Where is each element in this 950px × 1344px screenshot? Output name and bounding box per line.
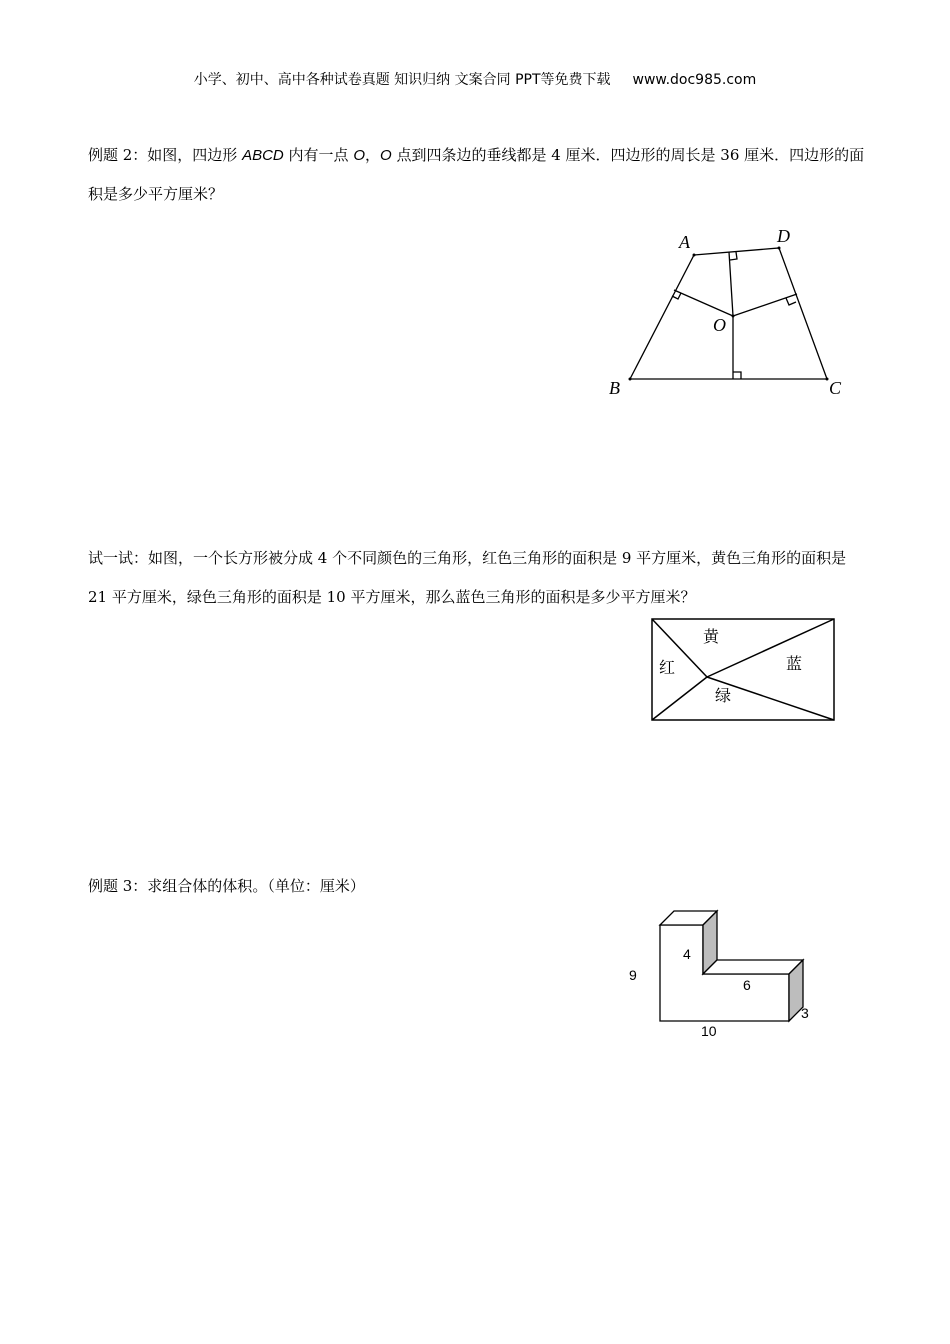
- example-3-text: 例题 3：求组合体的体积。（单位：厘米）: [88, 877, 365, 895]
- perp-ad: [729, 252, 733, 316]
- label-b: B: [609, 378, 620, 398]
- example-2-text: 例题 2：如图，四边形 ABCD 内有一点 O，O 点到四条边的垂线都是 4 厘米．四边形的周长是 36 厘米．四边形的面积是多少平方厘米？: [88, 146, 865, 203]
- label-d: D: [777, 226, 790, 246]
- diagonal-bl: [652, 677, 707, 720]
- header-site[interactable]: www.doc985.com: [632, 72, 757, 88]
- dim-3: 3: [801, 1005, 809, 1021]
- composite-solid: [660, 911, 803, 1021]
- diagonal-tr: [707, 619, 834, 677]
- try-it-text: 试一试：如图，一个长方形被分成 4 个不同颜色的三角形，红色三角形的面积是 9 平方厘米，黄色三角形的面积是 21 平方厘米，绿色三角形的面积是 10 平方厘米，那么蓝色三角形的面积是多少平方厘米？: [88, 549, 847, 606]
- label-blue: 蓝: [786, 654, 803, 673]
- label-o: O: [713, 315, 726, 335]
- dim-6: 6: [743, 977, 751, 993]
- label-red: 红: [659, 658, 676, 677]
- label-c: C: [829, 378, 842, 398]
- label-yellow: 黄: [703, 627, 720, 646]
- perp-ab: [674, 290, 733, 316]
- perp-dc: [733, 294, 797, 316]
- right-angle-dc: [786, 298, 796, 305]
- dim-9: 9: [629, 967, 637, 983]
- label-a: A: [679, 232, 690, 252]
- dim-10: 10: [701, 1023, 717, 1039]
- label-green: 绿: [715, 686, 732, 705]
- dim-4: 4: [683, 946, 691, 962]
- right-angle-bc: [733, 372, 741, 379]
- rectangle-outline: [652, 619, 834, 720]
- low-block-top: [703, 960, 803, 974]
- header-text: 小学、初中、高中各种试卷真题 知识归纳 文案合同 PPT等免费下载: [193, 72, 611, 88]
- right-angle-ad: [730, 252, 737, 260]
